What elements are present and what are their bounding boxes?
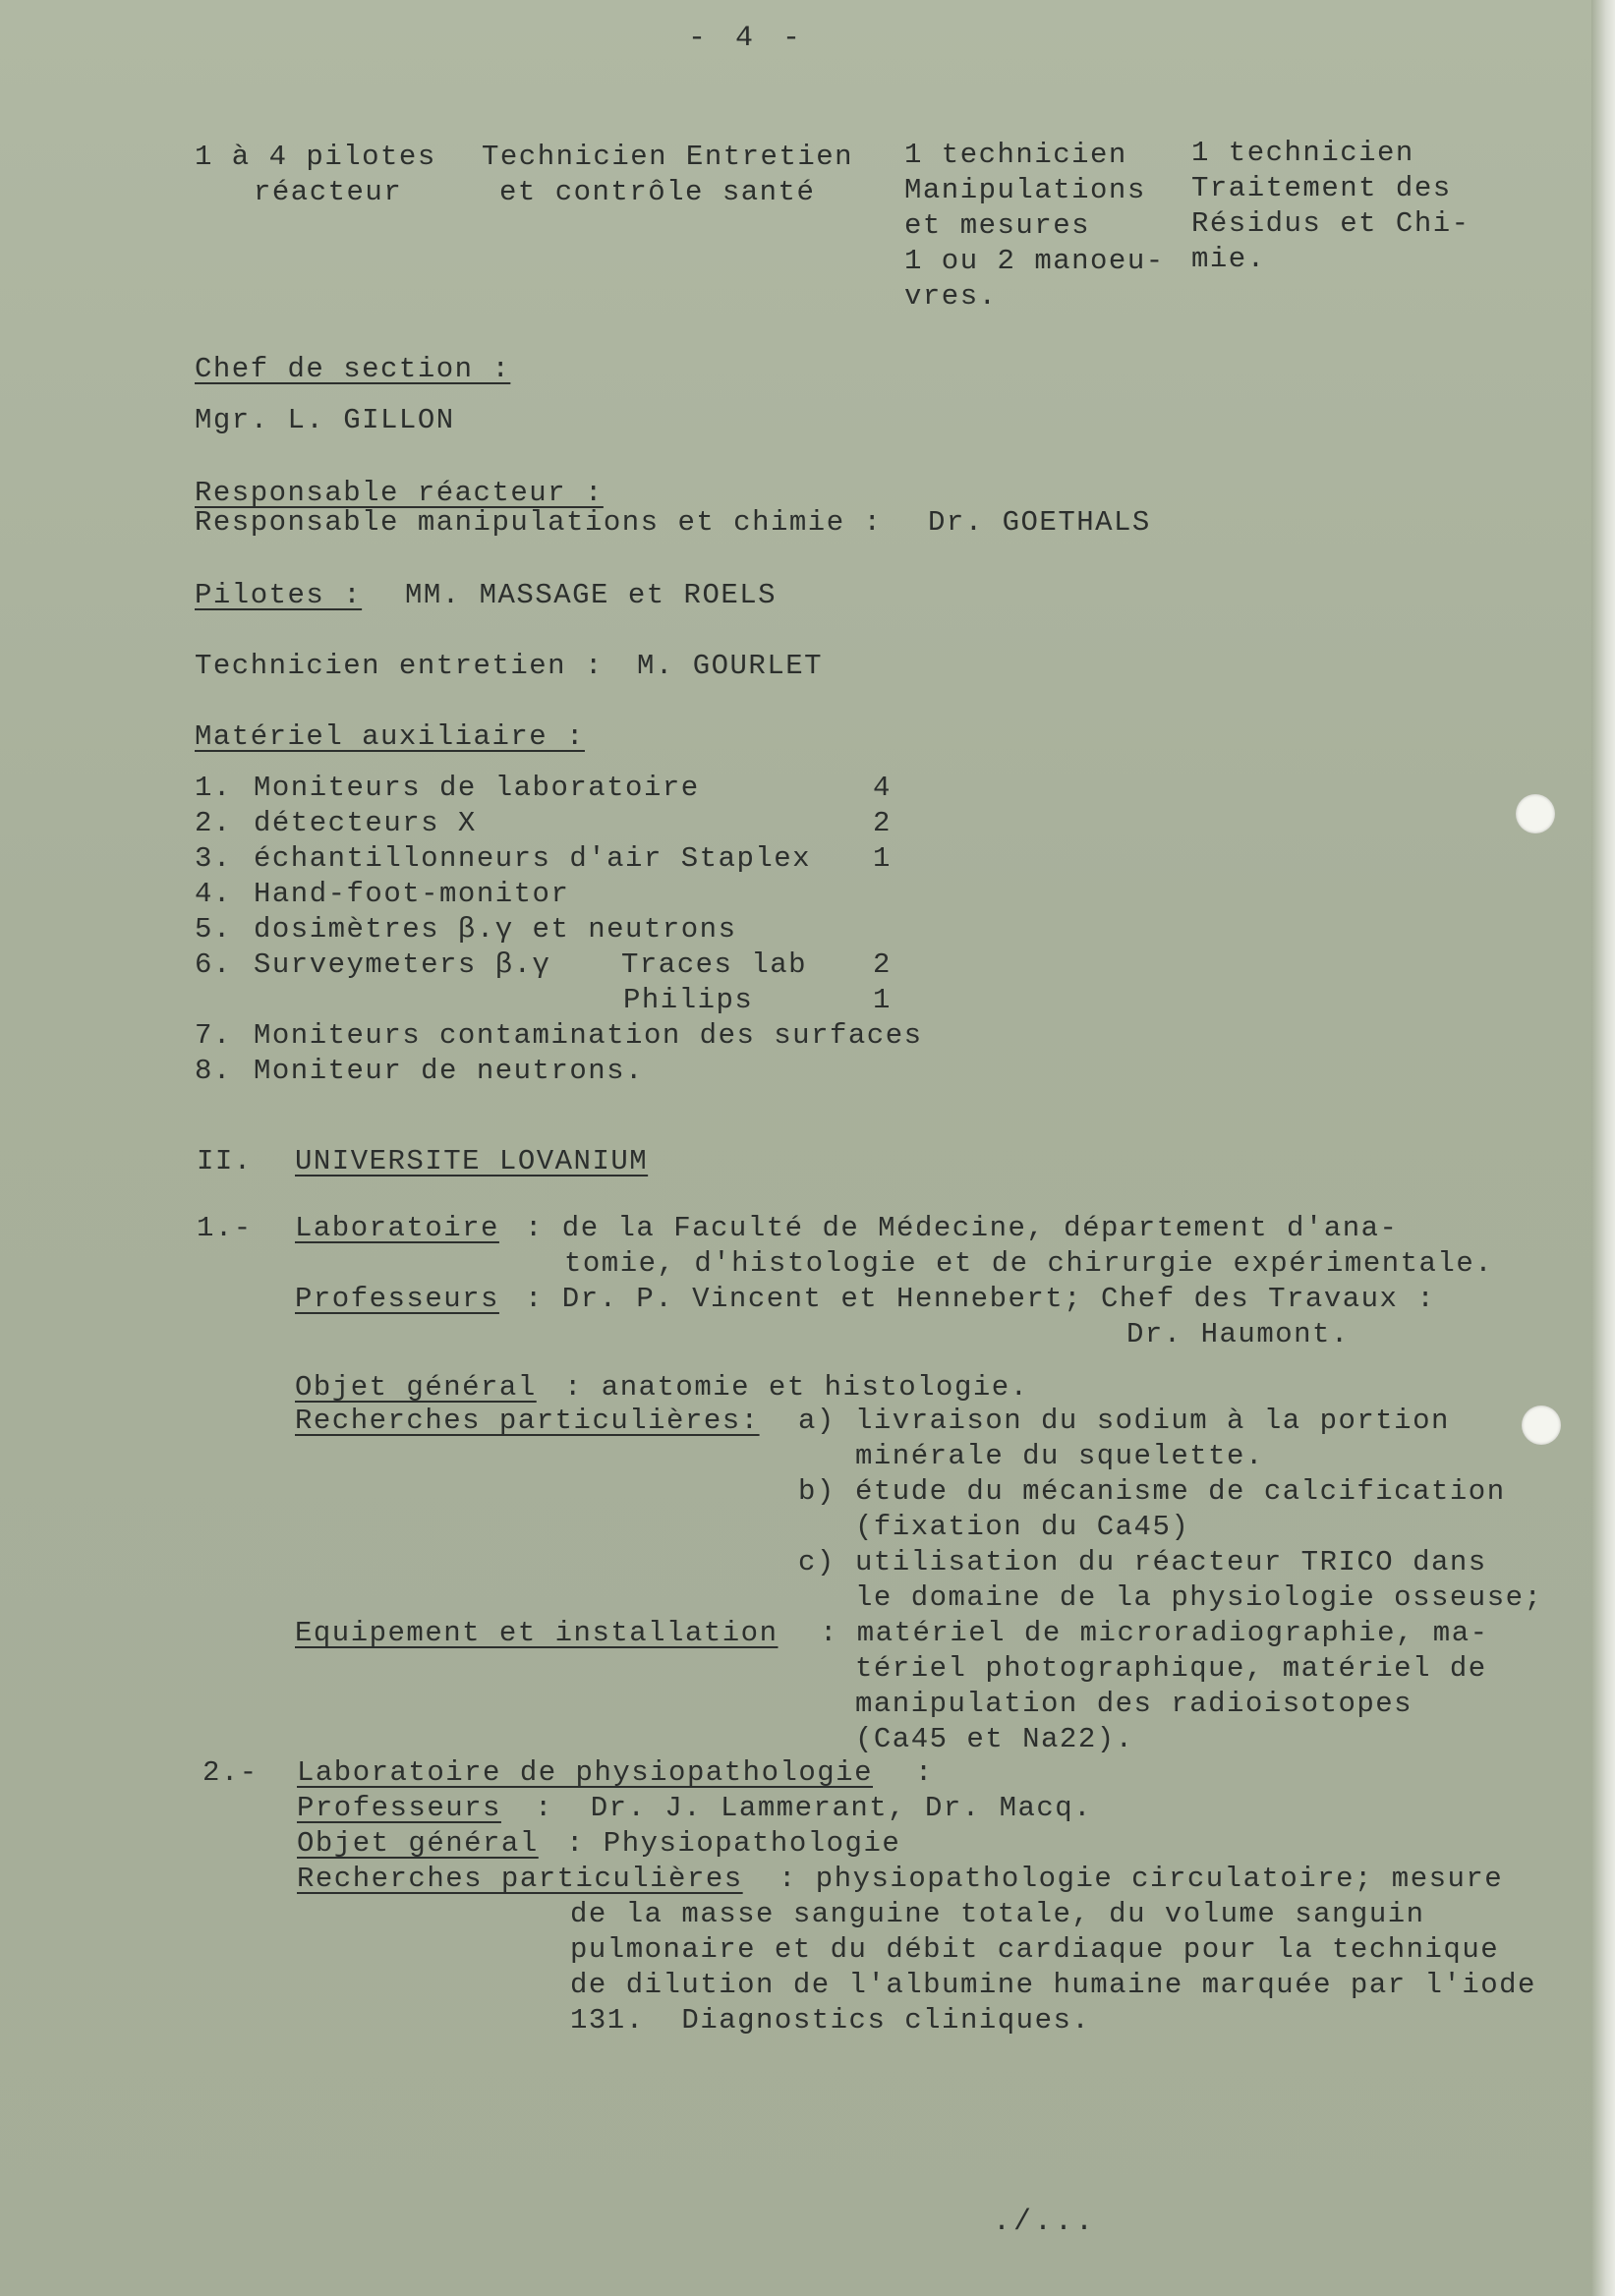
lab-1-text-2: tomie, d'histologie et de chirurgie expérimentale. (564, 1247, 1494, 1280)
pilotes-value: MM. MASSAGE et ROELS (405, 579, 778, 611)
materiel-item-6-sub-2-name: Philips (623, 984, 754, 1016)
lab-2-objet-label: Objet général (297, 1827, 539, 1860)
punch-hole (1516, 794, 1555, 833)
materiel-item-6-sub-1-name: Traces lab (621, 948, 808, 981)
section-2-num: II. (197, 1145, 253, 1177)
lab-2-rech-line-5: 131. Diagnostics cliniques. (570, 2004, 1091, 2037)
lab-1-equip-line-3: manipulation des radioisotopes (855, 1688, 1413, 1720)
staff-col-4-line-2: Traitement des (1191, 172, 1452, 204)
staff-col-3-line-2: Manipulations (904, 174, 1146, 206)
materiel-item-4-num: 4. (195, 878, 232, 910)
staff-col-2-line-1: Technicien Entretien (482, 141, 854, 173)
responsable-chimie-label: Responsable manipulations et chimie : (195, 506, 883, 539)
lab-1-objet-text: : anatomie et histologie. (564, 1371, 1029, 1404)
punch-hole (1522, 1406, 1561, 1445)
materiel-item-1-num: 1. (195, 772, 232, 804)
lab-1-equip-line-2: tériel photographique, matériel de (855, 1652, 1487, 1685)
lab-1-text-1: : de la Faculté de Médecine, département d'ana- (525, 1212, 1399, 1244)
materiel-item-2-text: détecteurs X (254, 807, 477, 839)
page-number: - 4 - (688, 22, 807, 55)
lab-1-prof-text-1: : Dr. P. Vincent et Hennebert; Chef des Travaux : (525, 1283, 1436, 1315)
materiel-item-8-text: Moniteur de neutrons. (254, 1055, 644, 1087)
staff-col-3-line-3: et mesures (904, 209, 1091, 242)
lab-1-rech-b-line-1: étude du mécanisme de calcification (855, 1475, 1506, 1508)
lab-1-rech-c-line-1: utilisation du réacteur TRICO dans (855, 1546, 1487, 1578)
lab-1-rech-a-line-2: minérale du squelette. (855, 1440, 1264, 1472)
lab-2-rech-line-3: pulmonaire et du débit cardiaque pour la technique (570, 1933, 1500, 1966)
lab-1-prof-text-2: Dr. Haumont. (1126, 1318, 1350, 1350)
lab-1-rech-b-letter: b) (798, 1475, 836, 1508)
chef-value: Mgr. L. GILLON (195, 404, 455, 436)
lab-1-equip-line-4: (Ca45 et Na22). (855, 1723, 1134, 1755)
lab-2-prof-text: : Dr. J. Lammerant, Dr. Macq. (535, 1792, 1093, 1824)
materiel-item-6-sub-1-qty: 2 (873, 948, 892, 981)
lab-1-rech-c-letter: c) (798, 1546, 836, 1578)
lab-1-num: 1.- (197, 1212, 253, 1244)
staff-col-4-line-4: mie. (1191, 243, 1266, 275)
materiel-item-6-sub-2-qty: 1 (873, 984, 892, 1016)
lab-2-rech-line-1: : physiopathologie circulatoire; mesure (779, 1863, 1504, 1895)
materiel-item-5-num: 5. (195, 913, 232, 946)
materiel-item-1-qty: 4 (873, 772, 892, 804)
staff-col-3-line-1: 1 technicien (904, 139, 1127, 171)
lab-2-label-suffix: : (896, 1756, 934, 1789)
materiel-item-7-text: Moniteurs contamination des surfaces (254, 1019, 923, 1052)
materiel-item-4-text: Hand-foot-monitor (254, 878, 570, 910)
materiel-item-2-qty: 2 (873, 807, 892, 839)
staff-col-4-line-1: 1 technicien (1191, 137, 1414, 169)
staff-col-1-line-1: 1 à 4 pilotes (195, 141, 436, 173)
paper-edge (1591, 0, 1615, 2296)
materiel-title: Matériel auxiliaire : (195, 720, 585, 753)
materiel-item-3-num: 3. (195, 842, 232, 875)
lab-2-rech-line-2: de la masse sanguine totale, du volume sanguin (570, 1898, 1425, 1930)
lab-1-rech-a-letter: a) (798, 1405, 836, 1437)
staff-col-3-line-4: 1 ou 2 manoeu- (904, 245, 1165, 277)
lab-1-objet-label: Objet général (295, 1371, 537, 1404)
continuation-mark: ./... (993, 2206, 1097, 2239)
lab-1-rech-b-line-2: (fixation du Ca45) (855, 1511, 1190, 1543)
lab-2-label: Laboratoire de physiopathologie (297, 1756, 873, 1789)
lab-2-prof-label: Professeurs (297, 1792, 501, 1824)
lab-2-objet-text: : Physiopathologie (566, 1827, 901, 1860)
staff-col-4-line-3: Résidus et Chi- (1191, 207, 1471, 240)
lab-1-rech-a-line-1: livraison du sodium à la portion (855, 1405, 1450, 1437)
technicien-label: Technicien entretien : (195, 650, 604, 682)
responsable-reacteur-label: Responsable réacteur : (195, 477, 604, 509)
staff-col-1-line-2: réacteur (254, 176, 403, 208)
materiel-item-8-num: 8. (195, 1055, 232, 1087)
responsable-chimie-value: Dr. GOETHALS (928, 506, 1151, 539)
lab-2-rech-line-4: de dilution de l'albumine humaine marquée par l'iode (570, 1969, 1536, 2001)
lab-1-equip-label: Equipement et installation (295, 1617, 779, 1649)
section-2-title: UNIVERSITE LOVANIUM (295, 1145, 649, 1177)
materiel-item-5-text: dosimètres β.γ et neutrons (254, 913, 737, 946)
lab-2-num: 2.- (202, 1756, 259, 1789)
pilotes-label: Pilotes : (195, 579, 363, 611)
materiel-item-7-num: 7. (195, 1019, 232, 1052)
lab-2-rech-label: Recherches particulières (297, 1863, 743, 1895)
technicien-value: M. GOURLET (637, 650, 824, 682)
materiel-item-2-num: 2. (195, 807, 232, 839)
materiel-item-3-text: échantillonneurs d'air Staplex (254, 842, 812, 875)
lab-1-rech-label: Recherches particulières: (295, 1405, 760, 1437)
lab-1-equip-line-1: : matériel de microradiographie, ma- (820, 1617, 1489, 1649)
materiel-item-1-text: Moniteurs de laboratoire (254, 772, 700, 804)
materiel-item-6-num: 6. (195, 948, 232, 981)
lab-1-prof-label: Professeurs (295, 1283, 499, 1315)
lab-1-label: Laboratoire (295, 1212, 499, 1244)
staff-col-3-line-5: vres. (904, 280, 998, 313)
materiel-item-6-text: Surveymeters β.γ (254, 948, 551, 981)
staff-col-2-line-2: et contrôle santé (499, 176, 816, 208)
chef-label: Chef de section : (195, 353, 511, 385)
lab-1-rech-c-line-2: le domaine de la physiologie osseuse; (855, 1581, 1543, 1614)
materiel-item-3-qty: 1 (873, 842, 892, 875)
